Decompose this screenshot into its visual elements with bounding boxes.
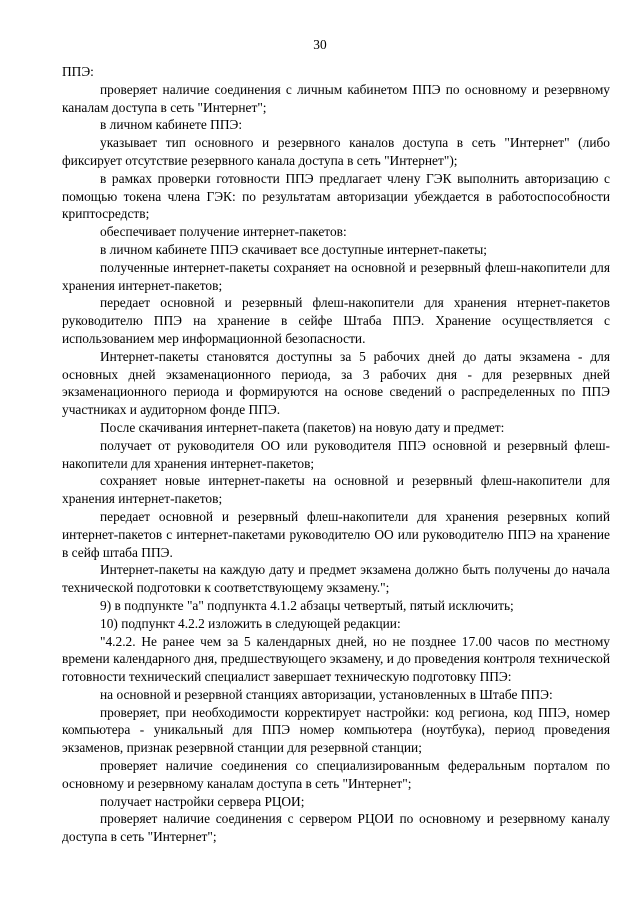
paragraph: получает настройки сервера РЦОИ; <box>100 793 305 809</box>
paragraph: После скачивания интернет-пакета (пакетов) на новую дату и предмет: <box>100 419 505 435</box>
page-number: 30 <box>313 37 327 52</box>
paragraph: в личном кабинете ППЭ скачивает все доступные интернет-пакеты; <box>100 241 487 257</box>
document-body <box>62 63 610 846</box>
paragraph: 9) в подпункте "а" подпункта 4.1.2 абзацы четвертый, пятый исключить; <box>100 597 514 613</box>
paragraph: проверяет наличие соединения со специализированным федеральным порталом по основному и резервному каналам доступа в сеть "Интернет"; <box>62 758 610 791</box>
paragraph: сохраняет новые интернет-пакеты на основной и резервный флеш-накопители для хранения интернет-пакетов; <box>62 473 610 507</box>
paragraph: проверяет наличие соединения с сервером РЦОИ по основному и резервному каналу доступа в сеть "Интернет"; <box>62 811 610 845</box>
paragraph: проверяет наличие соединения с личным кабинетом ППЭ по основному и резервному каналам доступа в сеть "Интернет"; <box>62 81 610 115</box>
paragraph: передает основной и резервный флеш-накопители для хранения нтернет-пакетов руководителю ППЭ на хранение в сейфе Штаба ППЭ. Хранение осуществляется с использованием мер информационной безопасности. <box>62 295 610 346</box>
paragraph: на основной и резервной станциях авторизации, установленных в Штабе ППЭ: <box>100 686 553 702</box>
paragraph: полученные интернет-пакеты сохраняет на основной и резервный флеш-накопители для хранения интернет-пакетов; <box>62 259 610 293</box>
paragraph: в личном кабинете ППЭ: <box>100 117 243 133</box>
paragraph: передает основной и резервный флеш-накопители для хранения резервных копий интернет-пакетов с интернет-пакетами руководителю ОО или руководителю ППЭ на хранение в сейф штаба ППЭ. <box>62 508 610 560</box>
paragraph: указывает тип основного и резервного каналов доступа в сеть "Интернет" (либо фиксирует отсутствие резервного канала доступа в сеть "Интернет"); <box>62 135 610 168</box>
paragraph: получает от руководителя ОО или руководителя ППЭ основной и резервный флеш-накопители для хранения интернет-пакетов; <box>62 437 610 471</box>
paragraph: "4.2.2. Не ранее чем за 5 календарных дней, но не позднее 17.00 часов по местному времени календарного дня, предшествующего экзамену, и до проведения контроля технической готовности технический специалист завершает техническую подготовку ППЭ: <box>62 633 610 685</box>
paragraph: обеспечивает получение интернет-пакетов: <box>100 224 347 240</box>
paragraph: 10) подпункт 4.2.2 изложить в следующей редакции: <box>100 615 401 631</box>
paragraph: Интернет-пакеты становятся доступны за 5 рабочих дней до даты экзамена - для основных дней экзаменационного периода, за 3 рабочих дня - для резервных дней экзаменационного периода и формируются на основе сведений о распределенных по ППЭ участниках и аудиторном фонде ППЭ. <box>62 348 610 418</box>
paragraph: Интернет-пакеты на каждую дату и предмет экзамена должно быть получены до начала технической подготовки к соответствующему экзамену."; <box>62 562 610 596</box>
paragraph: проверяет, при необходимости корректирует настройки: код региона, код ППЭ, номер компьютера - уникальный для ППЭ номер компьютера (ноутбука), период проведения экзаменов, признак резервной станции для резервной станции; <box>62 704 610 756</box>
paragraph: в рамках проверки готовности ППЭ предлагает члену ГЭК выполнить авторизацию с помощью токена члена ГЭК: по результатам авторизации убеждается в работоспособности криптосредств; <box>62 170 610 222</box>
paragraph: ППЭ: <box>62 64 94 79</box>
